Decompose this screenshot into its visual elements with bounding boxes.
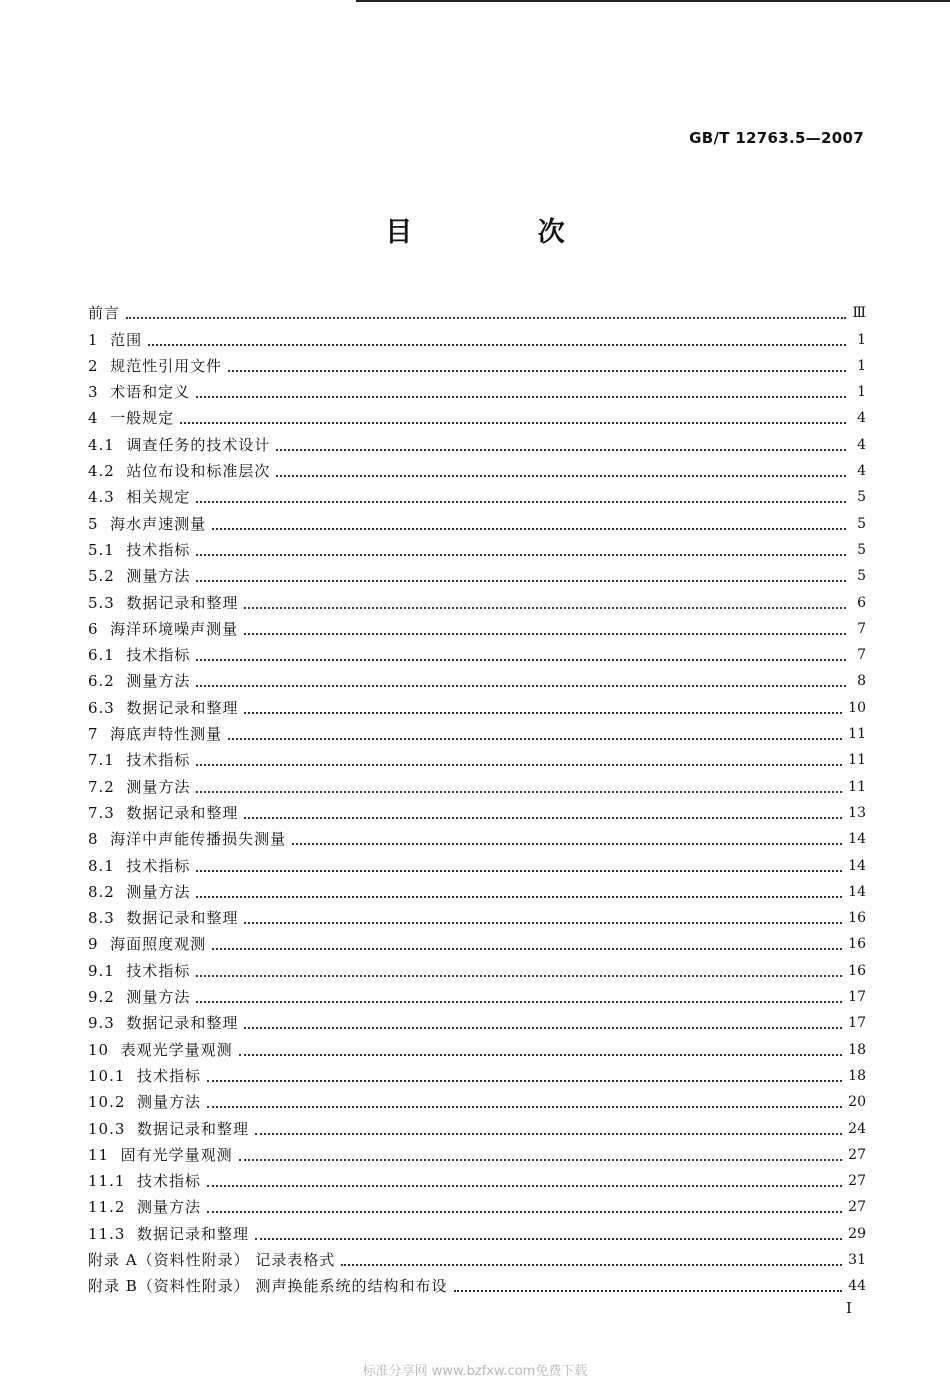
toc-entry-page: 27 xyxy=(848,1173,866,1190)
toc-entry-number: 8.3 xyxy=(88,909,127,928)
toc-leader-dots xyxy=(196,658,846,661)
toc-entry-page: 7 xyxy=(857,647,866,664)
toc-leader-dots xyxy=(292,842,842,845)
toc-entry-number: 10.1 xyxy=(88,1066,137,1085)
toc-leader-dots xyxy=(244,606,846,609)
toc-entry[interactable] xyxy=(88,375,866,401)
toc-leader-dots xyxy=(276,474,846,477)
toc-entry-page: 4 xyxy=(857,436,866,453)
toc-leader-dots xyxy=(239,1158,843,1161)
toc-entry[interactable] xyxy=(88,427,866,453)
toc-entry-page: 44 xyxy=(848,1278,866,1295)
toc-entry-page: 31 xyxy=(848,1251,866,1268)
toc-entry[interactable] xyxy=(88,349,866,375)
toc-leader-dots xyxy=(239,1053,843,1056)
toc-leader-dots xyxy=(207,1105,842,1108)
toc-leader-dots xyxy=(244,632,846,635)
toc-entry-label: 测量方法 xyxy=(126,988,191,1007)
toc-leader-dots xyxy=(196,500,846,503)
toc-entry-number: 6.1 xyxy=(88,646,127,665)
toc-entry-page: 20 xyxy=(848,1094,866,1111)
toc-entry-label: 前言 xyxy=(88,304,121,323)
toc-entry-page: 4 xyxy=(857,410,866,427)
toc-entry[interactable] xyxy=(88,980,866,1006)
toc-leader-dots xyxy=(207,1210,842,1213)
toc-entry-label: 海面照度观测 xyxy=(110,935,207,954)
toc-entry[interactable] xyxy=(88,743,866,769)
toc-entry-page: 4 xyxy=(857,463,866,480)
toc-entry-label: 站位布设和标准层次 xyxy=(126,462,271,481)
toc-entry-number: 10 xyxy=(88,1040,121,1059)
toc-entry-page: 1 xyxy=(857,384,866,401)
toc-entry-page: 13 xyxy=(848,804,866,821)
toc-entry-label: 范围 xyxy=(110,330,143,349)
toc-entry-number: 4 xyxy=(88,409,111,428)
page-title: 目 次 xyxy=(385,217,623,248)
toc-entry[interactable] xyxy=(88,1111,866,1137)
toc-entry[interactable] xyxy=(88,1006,866,1032)
toc-entry-label: 技术指标 xyxy=(136,1066,201,1085)
toc-entry-page: 18 xyxy=(848,1041,866,1058)
toc-entry[interactable] xyxy=(88,1138,866,1164)
toc-entry-page: 5 xyxy=(857,515,866,532)
toc-leader-dots xyxy=(196,579,846,582)
toc-entry[interactable] xyxy=(88,1243,866,1269)
toc-entry-page: 7 xyxy=(857,620,866,637)
toc-entry-number: 8 xyxy=(88,830,111,849)
toc-entry-page: 17 xyxy=(848,989,866,1006)
toc-entry-label: 规范性引用文件 xyxy=(110,356,223,375)
toc-entry-number: 6 xyxy=(88,619,111,638)
toc-entry[interactable] xyxy=(88,1216,866,1242)
toc-entry-label: 调查任务的技术设计 xyxy=(126,435,271,454)
toc-entry-label: 技术指标 xyxy=(136,1172,201,1191)
toc-entry[interactable] xyxy=(88,953,866,979)
toc-entry[interactable] xyxy=(88,322,866,348)
toc-leader-dots xyxy=(454,1289,843,1292)
toc-entry[interactable] xyxy=(88,533,866,559)
toc-entry-label: 技术指标 xyxy=(126,646,191,665)
toc-leader-dots xyxy=(196,1000,842,1003)
toc-entry-label: 测量方法 xyxy=(126,672,191,691)
toc-entry-label: 数据记录和整理 xyxy=(126,698,239,717)
toc-entry-page: 18 xyxy=(848,1067,866,1084)
toc-entry-page: 27 xyxy=(848,1199,866,1216)
toc-entry-page: Ⅲ xyxy=(852,305,866,322)
toc-entry-number: 3 xyxy=(88,383,111,402)
toc-entry-number: 6.2 xyxy=(88,672,127,691)
toc-entry-number: 8.1 xyxy=(88,856,127,875)
toc-entry-number: 5 xyxy=(88,514,111,533)
toc-leader-dots xyxy=(212,947,842,950)
toc-entry[interactable] xyxy=(88,1269,866,1295)
toc-entry-number: 10.3 xyxy=(88,1119,137,1138)
toc-entry[interactable] xyxy=(88,875,866,901)
toc-entry-label: 技术指标 xyxy=(126,856,191,875)
toc-entry-page: 14 xyxy=(848,883,866,900)
toc-entry-label: 数据记录和整理 xyxy=(126,1014,239,1033)
toc-entry-page: 5 xyxy=(857,541,866,558)
toc-entry[interactable] xyxy=(88,1164,866,1190)
page-number: I xyxy=(846,1299,852,1317)
toc-entry[interactable] xyxy=(88,901,866,927)
toc-leader-dots xyxy=(196,869,842,872)
toc-entry-page: 17 xyxy=(848,1015,866,1032)
toc-entry-label: 数据记录和整理 xyxy=(126,803,239,822)
toc-entry[interactable] xyxy=(88,717,866,743)
toc-leader-dots xyxy=(196,790,842,793)
toc-entry-page: 1 xyxy=(857,357,866,374)
toc-entry-page: 5 xyxy=(857,489,866,506)
toc-entry-label: 数据记录和整理 xyxy=(126,909,239,928)
table-of-contents xyxy=(88,296,866,1295)
toc-entry-label: 测量方法 xyxy=(126,882,191,901)
toc-entry-label: 海洋中声能传播损失测量 xyxy=(110,830,287,849)
toc-entry-number: 10.2 xyxy=(88,1093,137,1112)
toc-entry-number: 1 xyxy=(88,330,111,349)
toc-leader-dots xyxy=(196,684,846,687)
toc-entry[interactable] xyxy=(88,848,866,874)
toc-entry-page: 14 xyxy=(848,857,866,874)
toc-entry-label: 测量方法 xyxy=(126,567,191,586)
toc-entry[interactable] xyxy=(88,612,866,638)
toc-entry[interactable] xyxy=(88,506,866,532)
toc-entry[interactable] xyxy=(88,769,866,795)
toc-entry-label: 固有光学量观测 xyxy=(120,1145,233,1164)
toc-entry[interactable] xyxy=(88,690,866,716)
toc-leader-dots xyxy=(196,895,842,898)
toc-entry-label: 测量方法 xyxy=(136,1093,201,1112)
watermark: 标准分享网 www.bzfxw.com免费下载 xyxy=(362,1364,588,1379)
toc-entry[interactable] xyxy=(88,638,866,664)
standard-code: GB/T 12763.5—2007 xyxy=(689,129,864,147)
toc-entry-page: 10 xyxy=(848,699,866,716)
toc-entry-number: 11 xyxy=(88,1145,121,1164)
toc-leader-dots xyxy=(228,737,842,740)
toc-entry-number: 2 xyxy=(88,356,111,375)
toc-entry-page: 29 xyxy=(848,1225,866,1242)
toc-entry-label: 海水声速测量 xyxy=(110,514,207,533)
toc-entry-number: 8.2 xyxy=(88,882,127,901)
toc-leader-dots xyxy=(212,527,846,530)
toc-entry-number: 4.3 xyxy=(88,488,127,507)
toc-entry[interactable] xyxy=(88,401,866,427)
toc-entry-label: 附录 B（资料性附录） 测声换能系统的结构和布设 xyxy=(88,1277,448,1296)
toc-entry-number: 7.3 xyxy=(88,803,127,822)
toc-entry[interactable] xyxy=(88,1059,866,1085)
toc-entry[interactable] xyxy=(88,796,866,822)
toc-leader-dots xyxy=(228,369,846,372)
toc-leader-dots xyxy=(244,921,842,924)
toc-leader-dots xyxy=(126,316,846,319)
toc-entry-page: 11 xyxy=(848,752,866,769)
toc-entry-page: 14 xyxy=(848,831,866,848)
toc-entry-page: 1 xyxy=(857,331,866,348)
toc-entry-label: 数据记录和整理 xyxy=(136,1119,249,1138)
toc-entry-number: 4.1 xyxy=(88,435,127,454)
toc-entry-label: 技术指标 xyxy=(126,751,191,770)
toc-leader-dots xyxy=(255,1237,842,1240)
toc-entry-label: 一般规定 xyxy=(110,409,175,428)
toc-entry-number: 7.2 xyxy=(88,777,127,796)
toc-entry-page: 11 xyxy=(848,726,866,743)
toc-leader-dots xyxy=(244,816,842,819)
toc-entry-label: 数据记录和整理 xyxy=(136,1224,249,1243)
toc-entry-page: 11 xyxy=(848,778,866,795)
toc-leader-dots xyxy=(196,974,842,977)
toc-entry[interactable] xyxy=(88,1085,866,1111)
toc-entry-label: 技术指标 xyxy=(126,961,191,980)
toc-leader-dots xyxy=(180,421,846,424)
toc-leader-dots xyxy=(244,1026,842,1029)
toc-leader-dots xyxy=(148,343,846,346)
toc-entry-number: 11.2 xyxy=(88,1198,137,1217)
toc-entry-number: 5.2 xyxy=(88,567,127,586)
toc-entry-page: 16 xyxy=(848,936,866,953)
toc-entry-label: 测量方法 xyxy=(126,777,191,796)
toc-entry-number: 6.3 xyxy=(88,698,127,717)
toc-entry-page: 6 xyxy=(857,594,866,611)
toc-entry-page: 24 xyxy=(848,1120,866,1137)
toc-entry[interactable] xyxy=(88,1032,866,1058)
toc-entry-number: 9.1 xyxy=(88,961,127,980)
toc-entry-label: 测量方法 xyxy=(136,1198,201,1217)
toc-leader-dots xyxy=(276,448,846,451)
toc-entry[interactable] xyxy=(88,296,866,322)
toc-leader-dots xyxy=(196,763,842,766)
toc-entry[interactable] xyxy=(88,822,866,848)
toc-entry[interactable] xyxy=(88,927,866,953)
toc-leader-dots xyxy=(244,711,842,714)
toc-entry-label: 技术指标 xyxy=(126,540,191,559)
toc-entry[interactable] xyxy=(88,664,866,690)
toc-entry-label: 表观光学量观测 xyxy=(120,1040,233,1059)
toc-entry-number: 5.1 xyxy=(88,540,127,559)
toc-entry-number: 7.1 xyxy=(88,751,127,770)
toc-entry-number: 9 xyxy=(88,935,111,954)
toc-entry[interactable] xyxy=(88,585,866,611)
toc-entry-number: 5.3 xyxy=(88,593,127,612)
toc-entry-page: 8 xyxy=(857,673,866,690)
toc-entry-number: 11.3 xyxy=(88,1224,137,1243)
toc-entry-page: 5 xyxy=(857,568,866,585)
toc-entry-number: 9.2 xyxy=(88,988,127,1007)
toc-leader-dots xyxy=(196,553,846,556)
toc-leader-dots xyxy=(207,1184,842,1187)
toc-entry[interactable] xyxy=(88,559,866,585)
toc-entry-page: 27 xyxy=(848,1146,866,1163)
toc-entry-number: 9.3 xyxy=(88,1014,127,1033)
toc-entry-label: 相关规定 xyxy=(126,488,191,507)
top-rule xyxy=(356,0,950,2)
toc-entry-label: 海底声特性测量 xyxy=(110,725,223,744)
toc-entry[interactable] xyxy=(88,1190,866,1216)
toc-entry-number: 11.1 xyxy=(88,1172,137,1191)
toc-entry[interactable] xyxy=(88,454,866,480)
toc-leader-dots xyxy=(255,1132,842,1135)
toc-entry[interactable] xyxy=(88,480,866,506)
toc-entry-number: 4.2 xyxy=(88,462,127,481)
toc-entry-number: 7 xyxy=(88,725,111,744)
toc-leader-dots xyxy=(207,1079,842,1082)
toc-entry-label: 海洋环境噪声测量 xyxy=(110,619,239,638)
toc-entry-label: 术语和定义 xyxy=(110,383,191,402)
toc-entry-page: 16 xyxy=(848,910,866,927)
toc-entry-label: 附录 A（资料性附录） 记录表格式 xyxy=(88,1250,336,1269)
toc-leader-dots xyxy=(196,395,846,398)
toc-leader-dots xyxy=(341,1263,842,1266)
toc-entry-label: 数据记录和整理 xyxy=(126,593,239,612)
toc-entry-page: 16 xyxy=(848,962,866,979)
